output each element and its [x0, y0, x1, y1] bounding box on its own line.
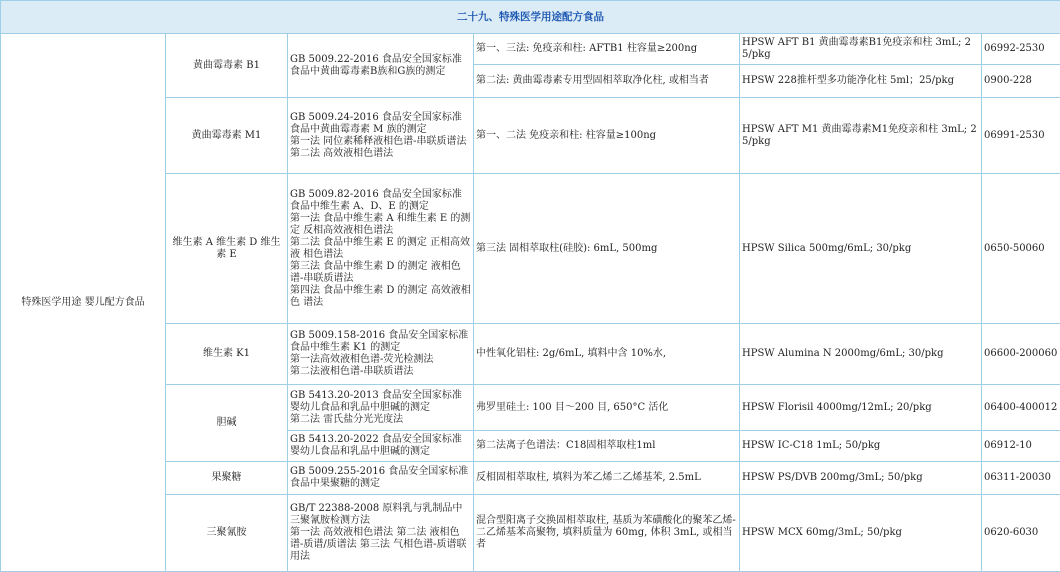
standard-line: GB 5009.82-2016 食品安全国家标准 [290, 189, 471, 201]
code-cell: 06400-400012 [982, 385, 1060, 431]
code-cell: 06991-2530 [982, 98, 1060, 174]
code-cell: 0650-50060 [982, 174, 1060, 324]
method-cell: 中性氧化铝柱: 2g/6mL, 填料中含 10%水, [474, 324, 740, 385]
standard-cell [288, 324, 474, 385]
standard-line: GB 5009.158-2016 食品安全国家标准 食品中维生素 K1 的测定 [290, 330, 471, 354]
method-cell: 第二法离子色谱法：C18固相萃取柱1ml [474, 431, 740, 462]
method-cell: 混合型阳离子交换固相萃取柱, 基质为苯磺酸化的聚苯乙烯-二乙烯基苯高聚物, 填料质量为 60mg, 体积 3mL, 或相当者 [474, 495, 740, 572]
method-cell: 反相固相萃取柱, 填料为苯乙烯二乙烯基苯, 2.5mL [474, 462, 740, 495]
standard-cell [288, 495, 474, 572]
method-cell: 第一、三法: 免疫亲和柱: AFTB1 柱容量≥200ng [474, 34, 740, 65]
section-header-row [1, 1, 1060, 34]
code-cell: 06600-200060 [982, 324, 1060, 385]
standard-line: 第一法 高效液相色谱法 第二法 液相色谱-质谱/质谱法 第三法 气相色谱-质谱联用法 [290, 527, 471, 563]
standard-line: 第一法 食品中维生素 A 和维生素 E 的测定 反相高效液相色谱法 [290, 213, 471, 237]
product-cell: HPSW Alumina N 2000mg/6mL; 30/pkg [740, 324, 982, 385]
code-cell: 0900-228 [982, 65, 1060, 98]
standard-line: 食品中维生素 A、D、E 的测定 [290, 201, 471, 213]
standard-line: 第二法液相色谱-串联质谱法 [290, 366, 471, 378]
product-cell: HPSW IC-C18 1mL; 50/pkg [740, 431, 982, 462]
code-cell: 0620-6030 [982, 495, 1060, 572]
standard-line: 第三法 食品中维生素 D 的测定 液相色谱-串联质谱法 [290, 261, 471, 285]
product-cell: HPSW 228推杆型多功能净化柱 5ml；25/pkg [740, 65, 982, 98]
code-cell: 06311-20030 [982, 462, 1060, 495]
standard-line: 食品中黄曲霉毒素 M 族的测定 [290, 124, 471, 136]
code-cell: 06992-2530 [982, 34, 1060, 65]
table-row [1, 34, 1060, 65]
method-cell: 第一、二法 免疫亲和柱: 柱容量≥100ng [474, 98, 740, 174]
product-cell: HPSW PS/DVB 200mg/3mL; 50/pkg [740, 462, 982, 495]
standard-line: 第二法 食品中维生素 E 的测定 正相高效液 相色谱法 [290, 237, 471, 261]
standard-cell [288, 385, 474, 431]
standard-line: 第一法高效液相色谱-荧光检测法 [290, 354, 471, 366]
standard-cell: GB 5009.22-2016 食品安全国家标准 食品中黄曲霉毒素B族和G族的测定 [288, 34, 474, 98]
method-cell: 第三法 固相萃取柱(硅胶): 6mL, 500mg [474, 174, 740, 324]
category-cell: 特殊医学用途 婴儿配方食品 [1, 34, 166, 572]
item-cell: 黄曲霉毒素 M1 [166, 98, 288, 174]
item-cell: 黄曲霉毒素 B1 [166, 34, 288, 98]
standard-line: 第二法 雷氏盐分光光度法 [290, 414, 471, 426]
standard-line: GB 5009.24-2016 食品安全国家标准 [290, 112, 471, 124]
standard-line: 第二法 高效液相色谱法 [290, 148, 471, 160]
item-cell: 果聚糖 [166, 462, 288, 495]
standard-cell [288, 174, 474, 324]
method-cell: 弗罗里硅土: 100 目～200 目, 650°C 活化 [474, 385, 740, 431]
code-cell: 06912-10 [982, 431, 1060, 462]
product-cell: HPSW Florisil 4000mg/12mL; 20/pkg [740, 385, 982, 431]
product-cell: HPSW MCX 60mg/3mL; 50/pkg [740, 495, 982, 572]
item-cell: 维生素 K1 [166, 324, 288, 385]
product-cell: HPSW AFT M1 黄曲霉毒素M1免疫亲和柱 3mL; 25/pkg [740, 98, 982, 174]
standard-line: 第四法 食品中维生素 D 的测定 高效液相色 谱法 [290, 285, 471, 309]
section-title: 二十九、特殊医学用途配方食品 [1, 1, 1060, 34]
standard-line: 第一法 同位素稀释液相色谱-串联质谱法 [290, 136, 471, 148]
standard-cell [288, 98, 474, 174]
standard-cell: GB 5009.255-2016 食品安全国家标准 食品中果聚糖的测定 [288, 462, 474, 495]
item-cell: 三聚氰胺 [166, 495, 288, 572]
standard-line: GB 5413.20-2013 食品安全国家标准婴幼儿食品和乳品中胆碱的测定 [290, 390, 471, 414]
product-cell: HPSW Silica 500mg/6mL; 30/pkg [740, 174, 982, 324]
standard-cell: GB 5413.20-2022 食品安全国家标准婴幼儿食品和乳品中胆碱的测定 [288, 431, 474, 462]
product-cell: HPSW AFT B1 黄曲霉毒素B1免疫亲和柱 3mL; 25/pkg [740, 34, 982, 65]
item-cell: 胆碱 [166, 385, 288, 462]
standard-line: GB/T 22388-2008 原料乳与乳制品中三聚氰胺检测方法 [290, 503, 471, 527]
item-cell: 维生素 A 维生素 D 维生素 E [166, 174, 288, 324]
method-cell: 第二法: 黄曲霉毒素专用型固相萃取净化柱, 或相当者 [474, 65, 740, 98]
